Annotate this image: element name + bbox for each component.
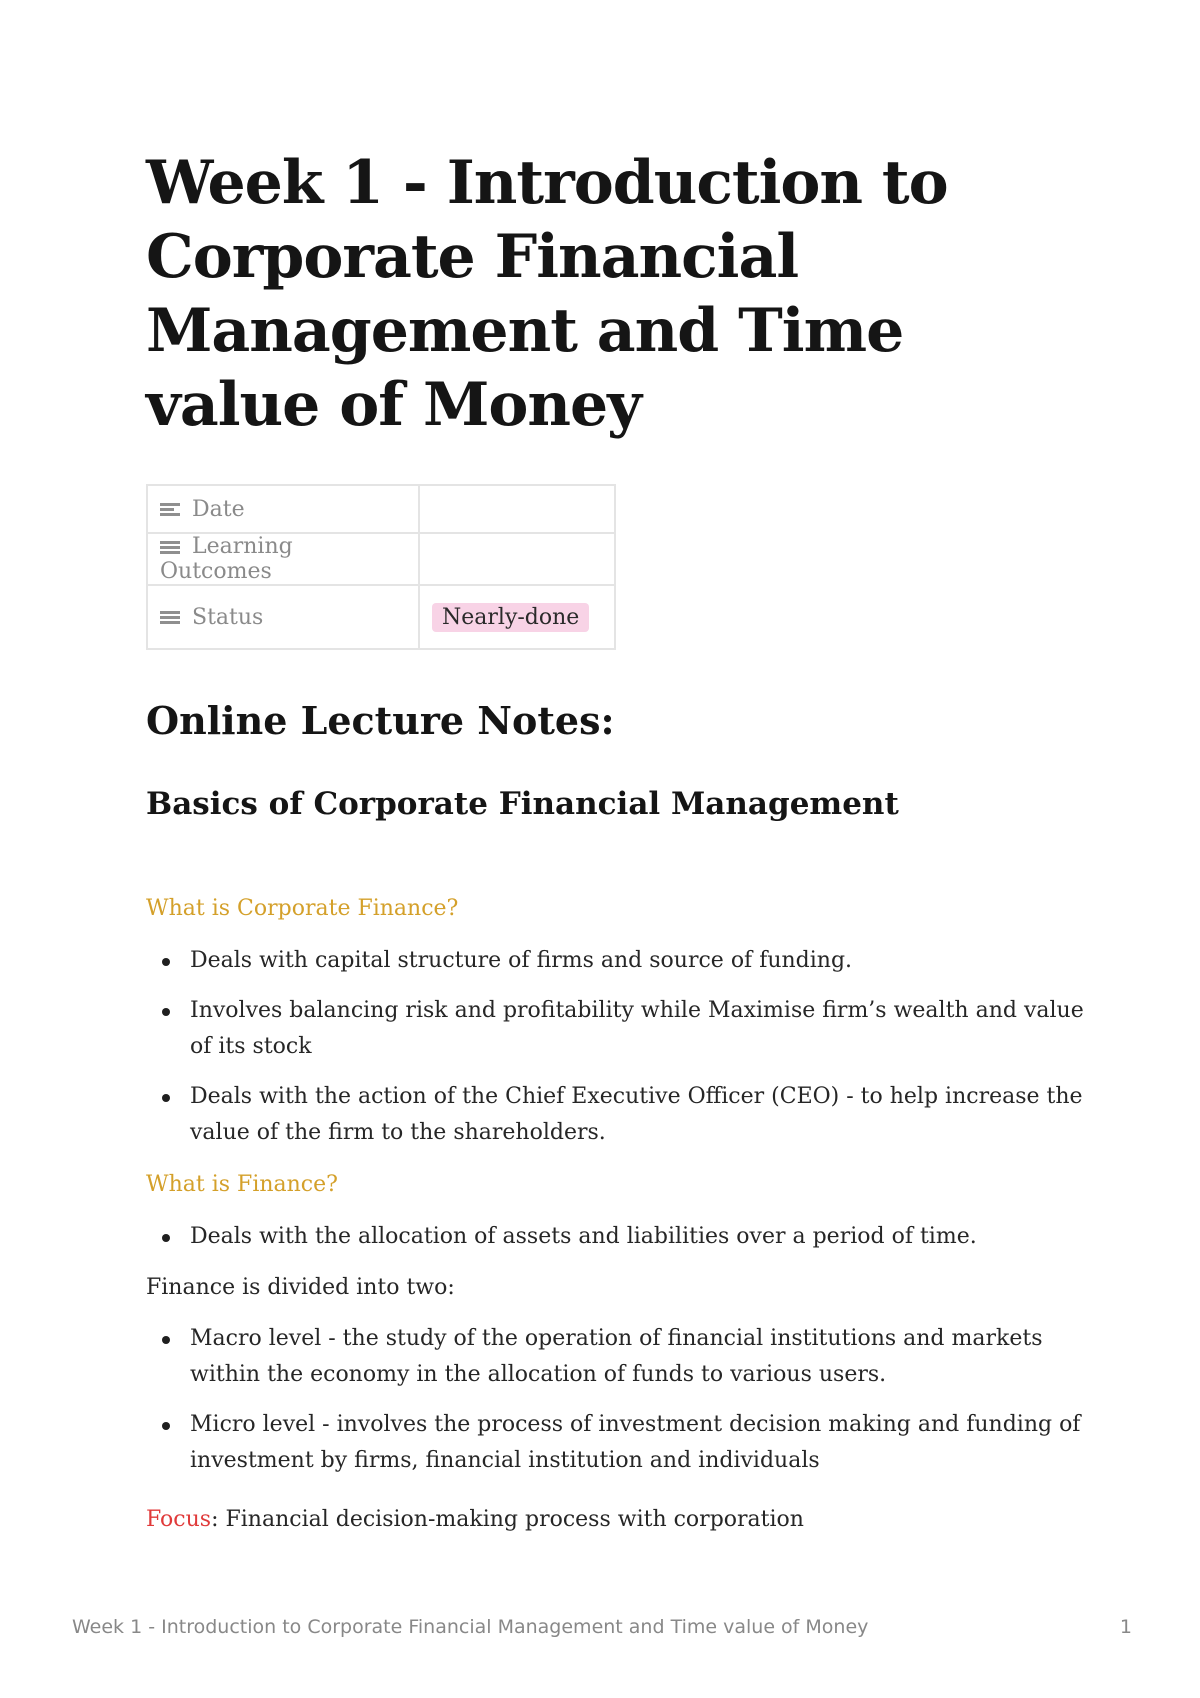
heading-basics: Basics of Corporate Financial Management	[146, 786, 899, 822]
list-item: Deals with capital structure of firms and source of funding.	[190, 943, 1110, 979]
list-item: Deals with the action of the Chief Executive Officer (CEO) - to help increase the value of the firm to the shareholders.	[190, 1079, 1110, 1151]
focus-line	[146, 1502, 1076, 1538]
focus-text: : Financial decision-making process with corporation	[211, 1507, 804, 1532]
question-finance: What is Finance?	[146, 1172, 338, 1197]
status-badge[interactable]: Nearly-done	[432, 603, 589, 632]
property-label: Date	[192, 496, 245, 522]
property-row-status	[147, 585, 615, 649]
properties-table	[146, 484, 616, 650]
property-label: Status	[192, 604, 264, 630]
property-value[interactable]	[419, 533, 615, 585]
question-corporate-finance: What is Corporate Finance?	[146, 896, 459, 921]
footer-title: Week 1 - Introduction to Corporate Financial Management and Time value of Money	[72, 1616, 869, 1638]
heading-online-lecture-notes: Online Lecture Notes:	[146, 698, 615, 743]
list-lines-icon	[160, 539, 180, 556]
finance-divided-text: Finance is divided into two:	[146, 1275, 455, 1300]
text-lines-icon	[160, 501, 180, 518]
list-item: Micro level - involves the process of investment decision making and funding of investment by firms, financial institution and individuals	[190, 1407, 1110, 1479]
corporate-finance-list	[146, 943, 1110, 1165]
page-footer	[72, 1616, 1132, 1638]
finance-levels-list	[146, 1321, 1110, 1493]
list-item: Involves balancing risk and profitability while Maximise firm’s wealth and value of its stock	[190, 993, 1110, 1065]
page-title: Week 1 - Introduction to Corporate Financial Management and Time value of Money	[146, 148, 948, 440]
finance-list	[146, 1219, 1110, 1269]
property-label: Learning Outcomes	[160, 534, 293, 584]
focus-label: Focus	[146, 1507, 212, 1532]
list-item: Macro level - the study of the operation of financial institutions and markets within the economy in the allocation of funds to various users.	[190, 1321, 1110, 1393]
property-value[interactable]	[419, 485, 615, 533]
property-row-learning-outcomes	[147, 533, 615, 585]
property-row-date	[147, 485, 615, 533]
list-item: Deals with the allocation of assets and liabilities over a period of time.	[190, 1219, 1110, 1255]
list-lines-icon	[160, 609, 180, 626]
page-number: 1	[1119, 1616, 1132, 1638]
